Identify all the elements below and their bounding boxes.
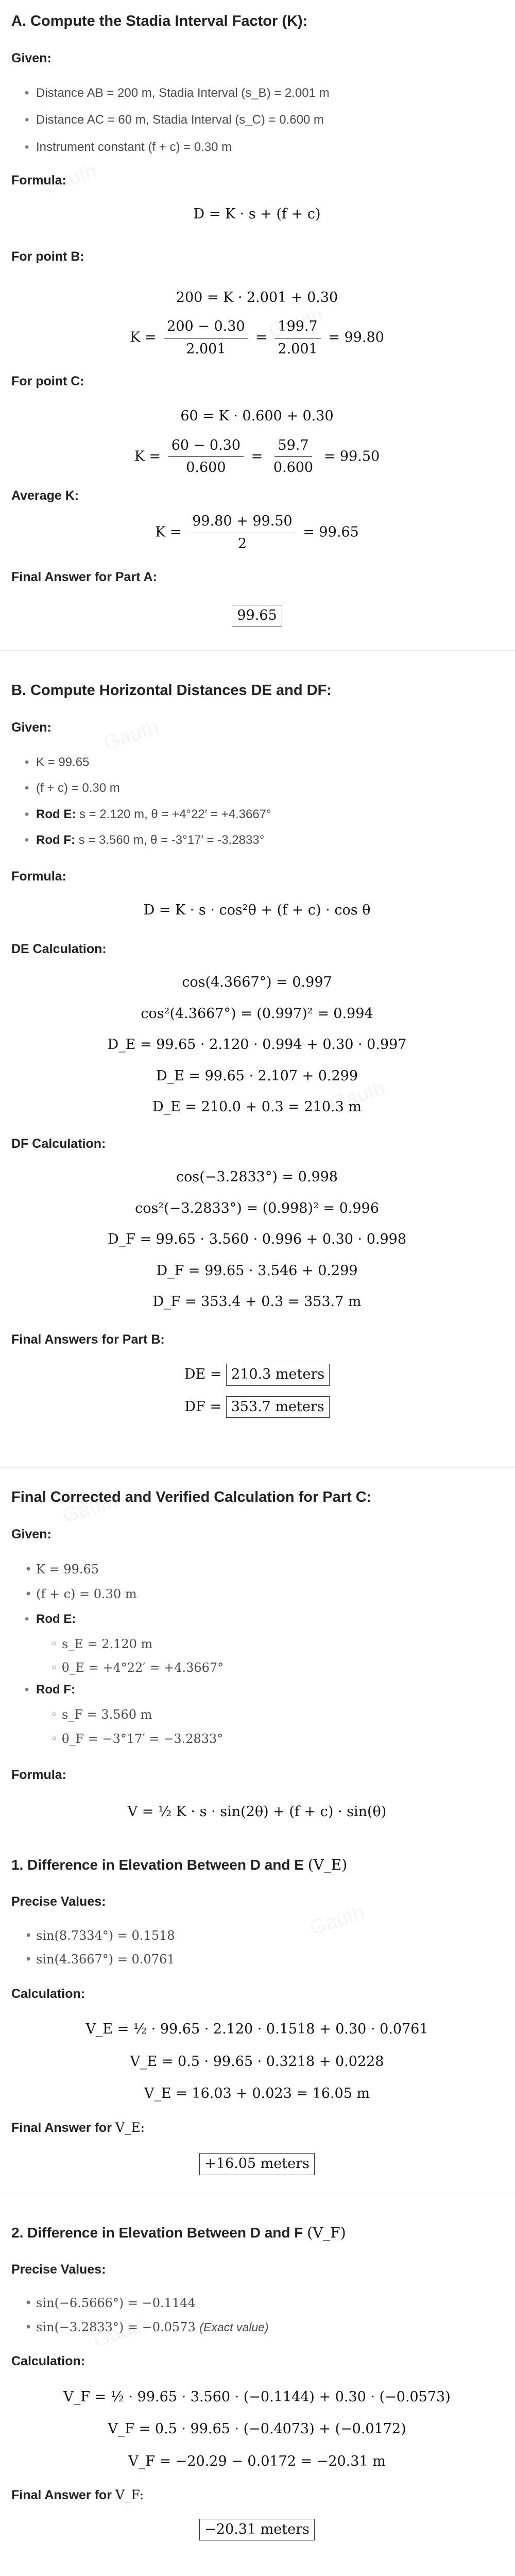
elevation-formula: V = ½ K · s · sin(2θ) + (f + c) · sin(θ): [127, 1803, 387, 1820]
final-answer-label-text: Final Answer for: [11, 2120, 112, 2135]
k-result: = 99.80: [328, 329, 384, 346]
calc-line: cos²(−3.2833°) = (0.998)² = 0.996: [135, 1200, 379, 1216]
calc-line: D_F = 353.4 + 0.3 = 353.7 m: [152, 1294, 362, 1310]
de-calc-label: DE Calculation:: [11, 941, 107, 956]
calc-line: V_E = ½ · 99.65 · 2.120 · 0.1518 + 0.30 · 0.0761: [85, 2021, 428, 2038]
calculation-label: Calculation:: [11, 1986, 85, 2001]
final-answers-b-label: Final Answers for Part B:: [11, 1332, 165, 1347]
formula-label: Formula:: [11, 173, 66, 188]
final-answer-box: −20.31 meters: [199, 2519, 315, 2540]
rod-e-item: ◦ θ_E = +4°22′ = +4.3667°: [50, 1659, 503, 1676]
calc-line: cos(4.3667°) = 0.997: [182, 974, 332, 991]
part-c-section: [11, 1468, 503, 2540]
calc-line: D_E = 210.0 + 0.3 = 210.3 m: [152, 1099, 362, 1115]
precise-value: • sin(4.3667°) = 0.0761: [25, 1951, 503, 1968]
formula-label: Formula:: [11, 869, 66, 884]
precise-values-list: [11, 2295, 503, 2335]
numerator: 199.7: [274, 317, 320, 338]
precise-value-exact: [25, 2319, 503, 2335]
section-1-symbol: (V_E): [307, 1856, 348, 1874]
numerator: 59.7: [274, 436, 312, 457]
point-c-equation: 60 = K · 0.600 + 0.30: [180, 408, 334, 425]
fraction: [168, 436, 244, 478]
calc-line: D_F = 99.65 · 3.546 + 0.299: [156, 1262, 358, 1279]
precise-value: sin(−3.2833°) = −0.0573: [36, 2319, 196, 2334]
final-answer-ve: [11, 2153, 503, 2175]
denominator: 2: [237, 535, 247, 552]
rod-e-list: [36, 1636, 503, 1676]
k-lhs: K =: [134, 448, 161, 464]
calc-line: V_F = 0.5 · 99.65 · (−0.4073) + (−0.0172): [108, 2421, 406, 2437]
given-item: • (f + c) = 0.30 m: [25, 1586, 503, 1602]
part-a-title: A. Compute the Stadia Interval Factor (K):: [11, 13, 308, 29]
numerator: 200 − 0.30: [164, 317, 248, 338]
final-answer-box: 99.65: [232, 605, 282, 626]
stadia-formula: D = K · s + (f + c): [193, 206, 321, 222]
final-answer-label-text: Final Answer for: [11, 2488, 112, 2503]
k-result: = 99.65: [303, 524, 359, 540]
given-item: • Distance AC = 60 m, Stadia Interval (s_C) = 0.600 m: [25, 112, 503, 128]
k-lhs: K =: [155, 524, 182, 540]
section-2-symbol: (V_F): [307, 2224, 346, 2241]
formula-label: Formula:: [11, 1768, 66, 1783]
final-answer-vf: [11, 2519, 503, 2540]
given-list: [11, 1561, 503, 1747]
calc-line: V_E = 16.03 + 0.023 = 16.05 m: [144, 2086, 370, 2102]
given-item-rod-e: [25, 1611, 503, 1676]
given-item: • K = 99.65: [25, 1561, 503, 1578]
exact-value-note: (Exact value): [199, 2320, 269, 2334]
calc-line: V_F = ½ · 99.65 · 3.560 · (−0.1144) + 0.30 · (−0.0573): [63, 2388, 451, 2405]
precise-values-label: Precise Values:: [11, 1894, 106, 1909]
given-label: Given:: [11, 720, 52, 735]
numerator: 99.80 + 99.50: [189, 512, 295, 533]
given-item: [25, 806, 503, 823]
de-calc-lines: [11, 973, 503, 1116]
given-label: Given:: [11, 51, 52, 66]
precise-value: • sin(8.7334°) = 0.1518: [25, 1927, 503, 1944]
df-calc-lines: [11, 1168, 503, 1311]
part-c-title: Final Corrected and Verified Calculation for Part C:: [11, 1489, 372, 1505]
section-2-title: [11, 2223, 503, 2243]
final-answer-de: [11, 1364, 503, 1385]
point-b-solution: K = $\frac{200 - 0.30}{2.001}$ = $\frac{199.7}{2.001}$ = 99.80: [11, 317, 503, 359]
given-item: [25, 780, 503, 796]
numerator: 60 − 0.30: [168, 436, 244, 457]
calc-line: D_E = 99.65 · 2.107 + 0.299: [156, 1067, 358, 1084]
given-item-bold: Rod F:: [36, 833, 75, 848]
part-a-section: [11, 11, 503, 650]
final-answer-box: +16.05 meters: [199, 2153, 315, 2175]
part-b-title: B. Compute Horizontal Distances DE and DF:: [11, 682, 332, 699]
precise-values-label: Precise Values:: [11, 2262, 106, 2277]
calc-line: V_F = −20.29 − 0.0172 = −20.31 m: [128, 2453, 386, 2469]
given-item: • Distance AB = 200 m, Stadia Interval (s_B) = 2.001 m: [25, 85, 503, 101]
average-k-equation: [11, 512, 503, 553]
final-answer-box: 353.7 meters: [226, 1396, 330, 1418]
given-item-text: s = 2.120 m, θ = +4°22′ = +4.3667°: [76, 807, 271, 821]
rod-f-list: [36, 1706, 503, 1747]
rod-e-label: Rod E:: [36, 1612, 76, 1626]
denominator: 2.001: [278, 341, 318, 357]
fraction: [189, 512, 295, 553]
section-1-calc-lines: [11, 2020, 503, 2103]
denominator: 0.600: [186, 459, 226, 476]
point-b-label: For point B:: [11, 249, 84, 264]
final-answer-symbol: V_F:: [115, 2487, 144, 2503]
point-b-equation: 200 = K · 2.001 + 0.30: [176, 290, 338, 306]
k-lhs: K =: [130, 329, 157, 346]
precise-value: • sin(−6.5666°) = −0.1144: [25, 2295, 503, 2311]
calc-line: D_F = 99.65 · 3.560 · 0.996 + 0.30 · 0.998: [108, 1231, 406, 1248]
calc-line: cos(−3.2833°) = 0.998: [176, 1169, 338, 1185]
calculation-label: Calculation:: [11, 2354, 85, 2369]
df-calc-label: DF Calculation:: [11, 1136, 106, 1151]
k-result: = 99.50: [323, 448, 380, 464]
given-list: [11, 754, 503, 849]
point-c-label: For point C:: [11, 374, 84, 389]
fraction: [274, 317, 320, 359]
section-2-title-text: 2. Difference in Elevation Between D and F: [11, 2224, 303, 2241]
final-answer-df: [11, 1396, 503, 1418]
rod-e-item: ◦ s_E = 2.120 m: [50, 1636, 503, 1652]
final-answer-a: [11, 605, 503, 626]
calc-line: D_E = 99.65 · 2.120 · 0.994 + 0.30 · 0.997: [107, 1037, 407, 1053]
section-1-title: [11, 1855, 503, 1875]
rod-f-label: Rod F:: [36, 1682, 75, 1697]
final-answer-vf-label: [11, 2486, 503, 2504]
precise-values-list: [11, 1927, 503, 1968]
section-2-calc-lines: [11, 2388, 503, 2471]
given-item-text: (f + c) = 0.30 m: [36, 781, 120, 795]
given-item-rod-f: [25, 1682, 503, 1747]
given-item: [25, 832, 503, 849]
denominator: 2.001: [186, 341, 226, 357]
calc-line: cos²(4.3667°) = (0.997)² = 0.994: [141, 1005, 373, 1022]
given-item-text: K = 99.65: [36, 755, 90, 769]
given-item-bold: Rod E:: [36, 807, 76, 821]
given-list: [11, 85, 503, 156]
final-answer-a-label: Final Answer for Part A:: [11, 570, 157, 584]
denominator: 0.600: [273, 459, 314, 476]
rod-f-item: ◦ θ_F = −3°17′ = −3.2833°: [50, 1731, 503, 1747]
calc-line: V_E = 0.5 · 99.65 · 0.3218 + 0.0228: [130, 2053, 384, 2070]
fraction: [164, 317, 248, 359]
given-item: • Instrument constant (f + c) = 0.30 m: [25, 139, 503, 156]
given-item-text: s = 3.560 m, θ = -3°17′ = -3.2833°: [75, 833, 265, 848]
rod-f-item: ◦ s_F = 3.560 m: [50, 1706, 503, 1723]
point-c-solution: K = $\frac{60 - 0.30}{0.600}$ = $\frac{59.7}{0.600}$ = 99.50: [11, 436, 503, 478]
section-1-title-text: 1. Difference in Elevation Between D and E: [11, 1857, 304, 1873]
fraction: [270, 436, 316, 478]
de-lhs: DE =: [184, 1366, 222, 1383]
given-item: [25, 754, 503, 771]
distance-formula: D = K · s · cos²θ + (f + c) · cos θ: [143, 902, 371, 919]
final-answer-symbol: V_E:: [115, 2120, 145, 2135]
final-answer-box: 210.3 meters: [226, 1364, 330, 1385]
part-b-section: [11, 651, 503, 1467]
given-label: Given:: [11, 1527, 52, 1542]
final-answer-ve-label: [11, 2119, 503, 2137]
df-lhs: DF =: [184, 1398, 221, 1415]
average-k-label: Average K:: [11, 488, 79, 503]
